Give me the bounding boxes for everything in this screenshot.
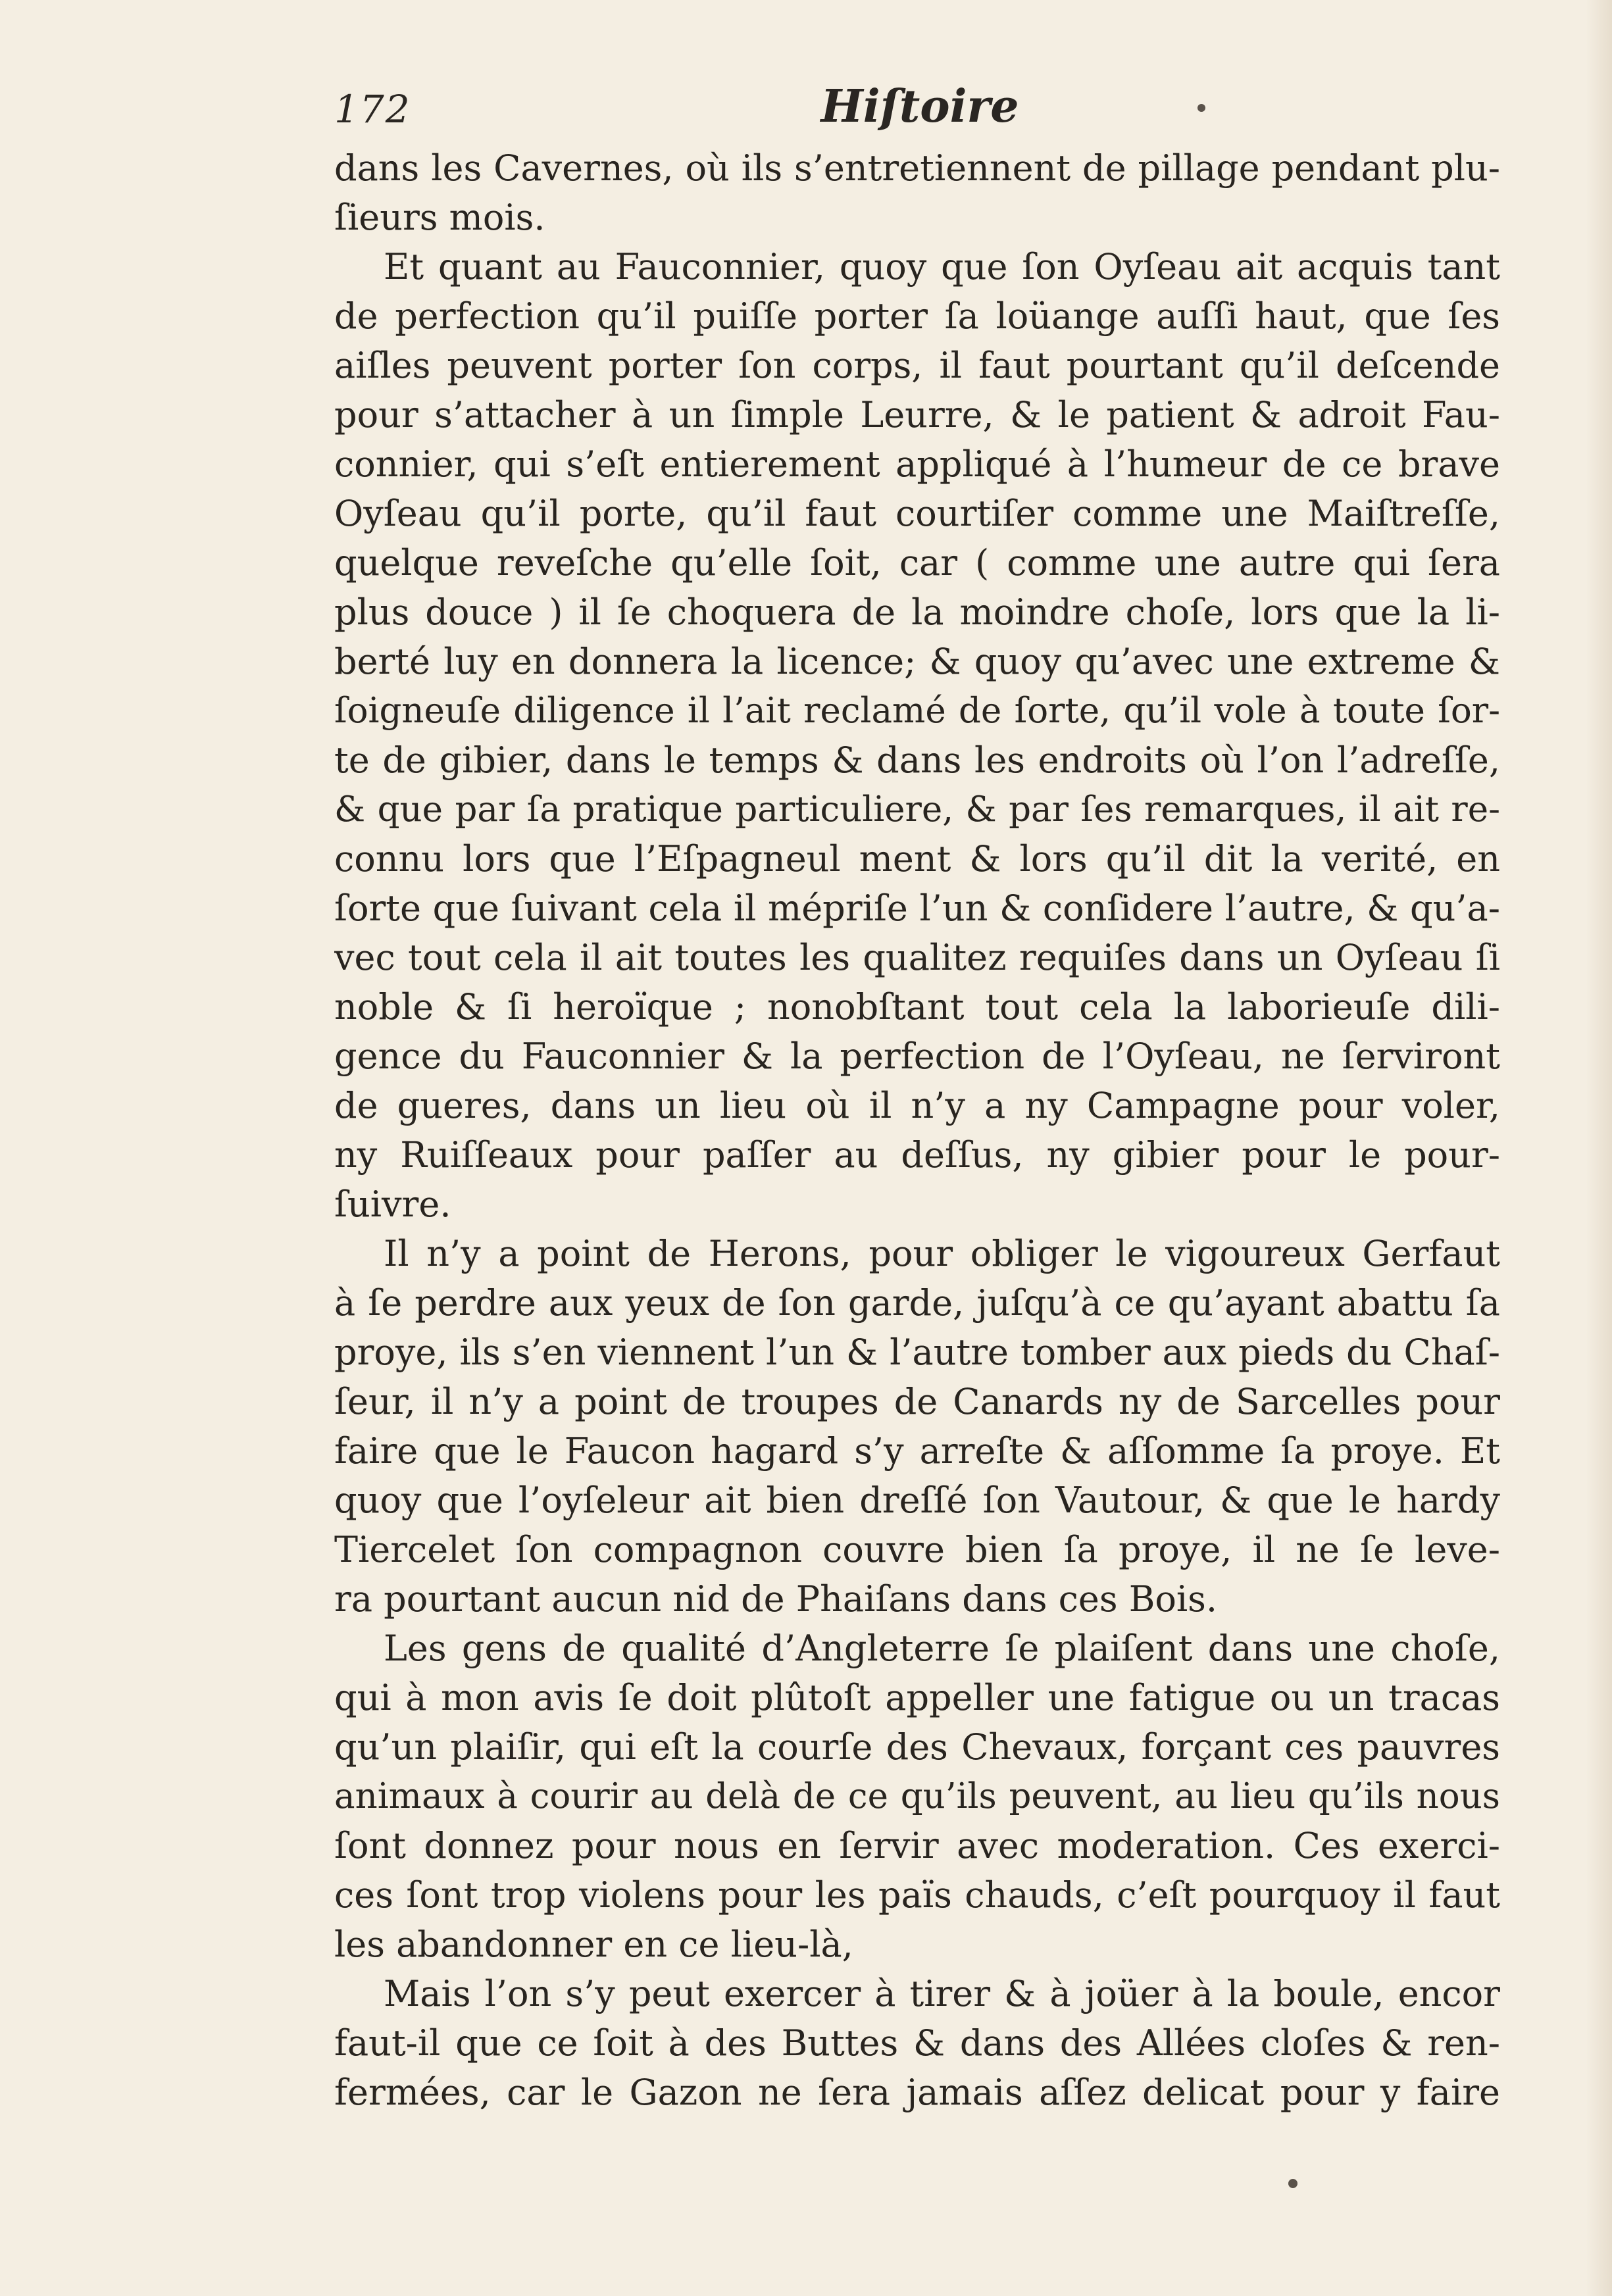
paragraph <box>334 242 1500 1229</box>
text-line: connu lors que l’Eſpagneul ment & lors qu’il dit la verité, en <box>334 838 1500 880</box>
text-line: qui à mon avis ſe doit plûtoſt appeller une fatigue ou un tracas <box>334 1677 1500 1718</box>
text-line: berté luy en donnera la licence; & quoy qu’avec une extreme & <box>334 641 1500 682</box>
text-line: connier, qui s’eſt entierement appliqué à l’humeur de ce brave <box>334 443 1500 485</box>
text-line: faut-il que ce ſoit à des Buttes & dans des Allées cloſes & ren- <box>334 2022 1500 2064</box>
paragraph <box>334 1969 1500 2117</box>
text-line: aiſles peuvent porter ſon corps, il faut pourtant qu’il deſcende <box>334 345 1500 386</box>
text-line: te de gibier, dans le temps & dans les endroits où l’on l’adreſſe, <box>334 739 1500 781</box>
paragraph <box>334 143 1500 242</box>
running-title: Hiſtoire <box>820 80 1019 133</box>
text-line: dans les Cavernes, où ils s’entretiennent de pillage pendant plu- <box>334 147 1500 189</box>
page-edge-shadow <box>1586 0 1612 2296</box>
text-line: ſuivre. <box>334 1184 451 1225</box>
text-line: proye, ils s’en viennent l’un & l’autre tomber aux pieds du Chaſ- <box>334 1332 1500 1373</box>
text-line: noble & ſi heroïque ; nonobſtant tout cela la laborieuſe dili- <box>334 986 1500 1028</box>
ink-speck <box>1288 2179 1297 2188</box>
text-line: fermées, car le Gazon ne ſera jamais aſſez delicat pour y faire <box>334 2072 1500 2113</box>
text-line: ſeur, il n’y a point de troupes de Canards ny de Sarcelles pour <box>334 1381 1500 1422</box>
text-line: ra pourtant aucun nid de Phaiſans dans ces Bois. <box>334 1578 1218 1620</box>
text-line: de gueres, dans un lieu où il n’y a ny Campagne pour voler, <box>334 1085 1500 1126</box>
text-line: Et quant au Fauconnier, quoy que ſon Oyſeau ait acquis tant <box>384 246 1500 287</box>
text-line: & que par ſa pratique particuliere, & par ſes remarques, il ait re- <box>334 789 1500 830</box>
paragraph <box>334 1229 1500 1624</box>
ink-speck <box>1197 104 1205 112</box>
text-line: animaux à courir au delà de ce qu’ils peuvent, au lieu qu’ils nous <box>334 1776 1500 1816</box>
text-line: ces ſont trop violens pour les païs chauds, c’eſt pourquoy il faut <box>334 1874 1500 1916</box>
text-line: faire que le Faucon hagard s’y arreſte & aſſomme ſa proye. Et <box>334 1430 1500 1472</box>
running-header <box>334 78 1505 143</box>
text-line: pour s’attacher à un ſimple Leurre, & le patient & adroit Fau- <box>334 394 1500 436</box>
text-line: de perfection qu’il puiſſe porter ſa loüange auſſi haut, que ſes <box>334 295 1500 337</box>
page-number: 172 <box>334 87 411 132</box>
text-line: Mais l’on s’y peut exercer à tirer & à joüer à la boule, encor <box>384 1973 1500 2014</box>
text-line: à ſe perdre aux yeux de ſon garde, juſqu’à ce qu’ayant abattu ſa <box>334 1282 1500 1324</box>
text-line: ny Ruiſſeaux pour paſſer au deſſus, ny gibier pour le pour- <box>334 1134 1500 1176</box>
text-line: qu’un plaiſir, qui eſt la courſe des Chevaux, forçant ces pauvres <box>334 1726 1500 1768</box>
text-line: ſont donnez pour nous en ſervir avec moderation. Ces exerci- <box>334 1825 1500 1866</box>
paragraph <box>334 1624 1500 1969</box>
body-text <box>334 143 1500 2117</box>
text-line: ſieurs mois. <box>334 197 545 238</box>
text-line: quoy que l’oyſeleur ait bien dreſſé ſon Vautour, & que le hardy <box>334 1480 1500 1521</box>
text-line: ſorte que ſuivant cela il mépriſe l’un & conſidere l’autre, & qu’a- <box>334 887 1500 929</box>
text-line: Il n’y a point de Herons, pour obliger le vigoureux Gerfaut <box>384 1233 1500 1274</box>
text-line: vec tout cela il ait toutes les qualitez requiſes dans un Oyſeau ſi <box>334 937 1500 978</box>
text-line: ſoigneuſe diligence il l’ait reclamé de ſorte, qu’il vole à toute ſor- <box>334 691 1500 731</box>
text-line: quelque reveſche qu’elle ſoit, car ( comme une autre qui ſera <box>334 542 1500 584</box>
text-line: Oyſeau qu’il porte, qu’il faut courtiſer comme une Maiſtreſſe, <box>334 493 1500 534</box>
text-line: gence du Fauconnier & la perfection de l’Oyſeau, ne ſerviront <box>334 1036 1500 1077</box>
text-line: plus douce ) il ſe choquera de la moindre choſe, lors que la li- <box>334 591 1500 633</box>
text-line: Les gens de qualité d’Angleterre ſe plaiſent dans une choſe, <box>384 1628 1500 1669</box>
text-line: Tiercelet ſon compagnon couvre bien ſa proye, il ne ſe leve- <box>334 1529 1500 1570</box>
text-line: les abandonner en ce lieu-là, <box>334 1924 853 1965</box>
